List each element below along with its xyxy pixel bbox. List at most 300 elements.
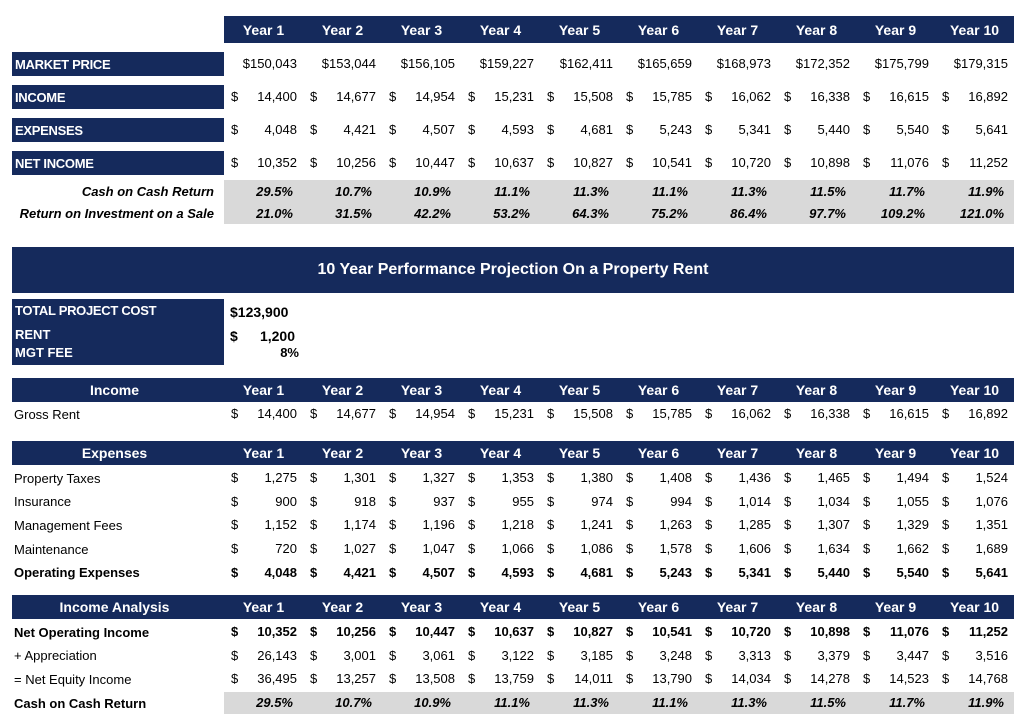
dollar-sign: $: [389, 155, 397, 170]
dollar-sign: $: [547, 541, 555, 557]
cell-value: 10,541: [652, 624, 692, 639]
dollar-sign: $: [784, 517, 792, 533]
year-header-10: Year 10: [949, 382, 1000, 398]
cell-value: 11,076: [890, 155, 929, 170]
returns-value: 64.3%: [572, 206, 609, 221]
dollar-sign: $: [468, 89, 476, 104]
coc-value: 29.5%: [256, 695, 293, 710]
mgt-fee-value: 8%: [280, 345, 299, 360]
cell-value: $179,315: [953, 56, 1008, 71]
year-header-9: Year 9: [874, 445, 917, 461]
dollar-sign: $: [942, 517, 950, 533]
cell-value: 5,641: [975, 564, 1008, 580]
dollar-sign: $: [389, 624, 397, 639]
cell-value: 14,034: [731, 671, 771, 686]
line-item-label: Net Operating Income: [14, 624, 150, 640]
year-header-2: Year 2: [321, 382, 364, 398]
cell-value: 4,048: [264, 564, 297, 580]
coc-value: 11.1%: [494, 695, 530, 710]
cell-value: 13,790: [652, 671, 692, 686]
cell-value: 10,447: [415, 155, 455, 170]
cell-value: 720: [275, 541, 297, 557]
cell-value: 11,076: [889, 624, 929, 639]
projection-banner: [12, 247, 1014, 293]
dollar-sign: $: [942, 89, 950, 104]
year-header-2: Year 2: [321, 21, 364, 38]
row-label-net-income: NET INCOME: [12, 151, 224, 175]
cell-value: 1,327: [422, 470, 455, 485]
year-header-1: Year 1: [242, 599, 285, 615]
dollar-sign: $: [942, 493, 950, 509]
returns-value: 109.2%: [880, 206, 925, 221]
year-header-1: Year 1: [242, 21, 285, 38]
cell-value: 1,662: [896, 541, 929, 557]
cell-value: 5,341: [738, 122, 771, 137]
cell-value: 5,641: [975, 122, 1008, 137]
cell-value: 3,313: [738, 647, 771, 663]
year-header-3: Year 3: [400, 599, 443, 615]
cell-value: 900: [275, 493, 297, 509]
dollar-sign: $: [389, 406, 397, 421]
dollar-sign: $: [310, 493, 318, 509]
dollar-sign: $: [547, 564, 555, 580]
cell-value: 15,231: [494, 89, 534, 104]
dollar-sign: $: [626, 470, 634, 485]
dollar-sign: $: [626, 122, 634, 137]
cell-value: 4,507: [422, 122, 455, 137]
year-header-7: Year 7: [716, 599, 759, 615]
cell-value: 16,338: [810, 89, 850, 104]
cell-value: 13,257: [336, 671, 376, 686]
cell-value: 3,516: [975, 647, 1008, 663]
line-item-label: Property Taxes: [14, 470, 101, 486]
coc-value: 11.5%: [810, 695, 846, 710]
cell-value: 14,278: [810, 671, 850, 686]
dollar-sign: $: [468, 122, 476, 137]
cell-value: 15,508: [573, 406, 613, 421]
cell-value: 918: [354, 493, 376, 509]
dollar-sign: $: [231, 406, 239, 421]
cell-value: 10,256: [336, 155, 376, 170]
cell-value: 14,677: [336, 406, 376, 421]
dollar-sign: $: [863, 406, 871, 421]
coc-label: Cash on Cash Return: [14, 695, 147, 711]
dollar-sign: $: [863, 89, 871, 104]
year-header-5: Year 5: [558, 599, 601, 615]
year-header-8: Year 8: [795, 382, 838, 398]
cell-value: 1,027: [343, 541, 376, 557]
cell-value: 1,034: [817, 493, 850, 509]
cell-value: 1,263: [659, 517, 692, 533]
cell-value: 10,827: [573, 155, 613, 170]
cell-value: 3,061: [422, 647, 455, 663]
coc-value: 10.7%: [335, 695, 372, 710]
dollar-sign: $: [626, 155, 634, 170]
dollar-sign: $: [310, 406, 318, 421]
dollar-sign: $: [863, 470, 871, 485]
cell-value: 1,524: [975, 470, 1008, 485]
cell-value: 1,196: [422, 517, 455, 533]
returns-value: 11.7%: [889, 184, 925, 199]
dollar-sign: $: [231, 89, 239, 104]
cell-value: 11,252: [969, 155, 1008, 170]
returns-label: Return on Investment on a Sale: [19, 206, 214, 221]
dollar-sign: $: [389, 647, 397, 663]
dollar-sign: $: [310, 470, 318, 485]
line-item-label: = Net Equity Income: [14, 671, 132, 687]
section-header-label: Income: [89, 382, 139, 398]
cell-value: 1,689: [975, 541, 1008, 557]
cell-value: 14,400: [257, 406, 297, 421]
line-item-label: Maintenance: [14, 541, 89, 557]
year-header-2: Year 2: [321, 599, 364, 615]
cell-value: 5,243: [659, 564, 692, 580]
cell-value: 16,615: [889, 89, 929, 104]
dollar-sign: $: [942, 122, 950, 137]
line-item-label: Management Fees: [14, 517, 123, 533]
dollar-sign: $: [784, 624, 792, 639]
dollar-sign: $: [863, 122, 871, 137]
dollar-sign: $: [310, 155, 318, 170]
dollar-sign: $: [784, 647, 792, 663]
cell-value: 4,421: [343, 564, 376, 580]
cell-value: 1,066: [501, 541, 534, 557]
returns-value: 75.2%: [651, 206, 688, 221]
dollar-sign: $: [468, 517, 476, 533]
dollar-sign: $: [547, 406, 555, 421]
cell-value: 1,494: [896, 470, 929, 485]
dollar-sign: $: [389, 564, 397, 580]
year-header-4: Year 4: [479, 382, 522, 398]
dollar-sign: $: [231, 517, 239, 533]
year-header-6: Year 6: [637, 599, 680, 615]
dollar-sign: $: [784, 671, 792, 686]
dollar-sign: $: [705, 647, 713, 663]
cell-value: 1,076: [975, 493, 1008, 509]
dollar-sign: $: [547, 671, 555, 686]
cell-value: 10,898: [810, 155, 850, 170]
dollar-sign: $: [705, 671, 713, 686]
returns-label: Cash on Cash Return: [81, 184, 214, 199]
cell-value: 26,143: [257, 647, 297, 663]
year-header-4: Year 4: [479, 21, 522, 38]
dollar-sign: $: [310, 122, 318, 137]
year-header-8: Year 8: [795, 599, 838, 615]
dollar-sign: $: [547, 624, 555, 639]
year-header-3: Year 3: [400, 445, 443, 461]
cell-value: 3,447: [896, 647, 929, 663]
dollar-sign: $: [863, 155, 871, 170]
year-header-3: Year 3: [400, 382, 443, 398]
returns-value: 86.4%: [730, 206, 767, 221]
rent-label: RENT: [15, 327, 51, 342]
year-header-2: Year 2: [321, 445, 364, 461]
total-project-cost-value: $123,900: [230, 304, 289, 320]
dollar-sign: $: [863, 517, 871, 533]
dollar-sign: $: [942, 624, 950, 639]
cell-value: 13,508: [415, 671, 455, 686]
year-header-1: Year 1: [242, 445, 285, 461]
cell-value: $159,227: [479, 56, 534, 71]
cell-value: 1,014: [738, 493, 771, 509]
cell-value: 10,352: [257, 624, 297, 639]
cell-value: 5,341: [738, 564, 771, 580]
cell-value: 1,307: [817, 517, 850, 533]
returns-value: 21.0%: [256, 206, 293, 221]
cell-value: 4,048: [264, 122, 297, 137]
returns-value: 53.2%: [493, 206, 530, 221]
cell-value: 14,011: [574, 671, 613, 686]
dollar-sign: $: [784, 89, 792, 104]
returns-value: 10.7%: [335, 184, 372, 199]
banner-title: 10 Year Performance Projection On a Property Rent: [317, 261, 709, 278]
year-header-1: Year 1: [242, 382, 285, 398]
cell-value: 14,954: [415, 89, 455, 104]
cell-value: 10,541: [652, 155, 692, 170]
dollar-sign: $: [705, 89, 713, 104]
cell-value: 974: [591, 493, 613, 509]
cell-value: 10,720: [731, 155, 771, 170]
cell-value: 15,785: [652, 406, 692, 421]
line-item-label: Operating Expenses: [14, 565, 140, 581]
dollar-sign: $: [705, 406, 713, 421]
cell-value: 16,892: [968, 89, 1008, 104]
cell-value: 36,495: [257, 671, 297, 686]
dollar-sign: $: [942, 155, 950, 170]
returns-value: 42.2%: [414, 206, 451, 221]
cell-value: 1,408: [659, 470, 692, 485]
cell-value: 1,047: [422, 541, 455, 557]
dollar-sign: $: [547, 122, 555, 137]
cell-value: 16,615: [889, 406, 929, 421]
dollar-sign: $: [863, 671, 871, 686]
dollar-sign: $: [389, 493, 397, 509]
rent-dollar: $: [230, 328, 238, 344]
dollar-sign: $: [626, 517, 634, 533]
year-header-8: Year 8: [795, 21, 838, 38]
dollar-sign: $: [784, 122, 792, 137]
dollar-sign: $: [310, 89, 318, 104]
dollar-sign: $: [626, 89, 634, 104]
year-header-6: Year 6: [637, 21, 680, 38]
dollar-sign: $: [705, 122, 713, 137]
line-item-label: Insurance: [14, 494, 72, 510]
dollar-sign: $: [389, 541, 397, 557]
dollar-sign: $: [310, 647, 318, 663]
dollar-sign: $: [784, 493, 792, 509]
year-header-10: Year 10: [949, 21, 1000, 38]
cell-value: 1,353: [501, 470, 534, 485]
dollar-sign: $: [626, 564, 634, 580]
dollar-sign: $: [547, 647, 555, 663]
cell-value: $175,799: [874, 56, 929, 71]
dollar-sign: $: [468, 671, 476, 686]
dollar-sign: $: [942, 406, 950, 421]
dollar-sign: $: [468, 470, 476, 485]
dollar-sign: $: [468, 564, 476, 580]
year-header-4: Year 4: [479, 599, 522, 615]
cell-value: 16,338: [810, 406, 850, 421]
coc-value: 11.1%: [652, 695, 688, 710]
coc-value: 11.7%: [889, 695, 925, 710]
dollar-sign: $: [231, 564, 239, 580]
line-item-label: + Appreciation: [14, 648, 97, 663]
cell-value: 16,062: [731, 89, 771, 104]
dollar-sign: $: [468, 647, 476, 663]
cell-value: $162,411: [559, 56, 613, 71]
cell-value: 1,329: [896, 517, 929, 533]
cell-value: $153,044: [321, 56, 376, 71]
coc-value: 11.3%: [731, 695, 767, 710]
rent-value: 1,200: [259, 328, 295, 344]
returns-value: 31.5%: [335, 206, 372, 221]
dollar-sign: $: [626, 493, 634, 509]
cell-value: 5,540: [896, 122, 929, 137]
cell-value: 5,540: [896, 564, 929, 580]
cell-value: 994: [670, 493, 692, 509]
cell-value: 10,637: [494, 155, 534, 170]
cell-value: 3,185: [580, 647, 613, 663]
cell-value: 15,508: [573, 89, 613, 104]
line-item-label: Gross Rent: [14, 406, 80, 422]
cell-value: 3,379: [817, 647, 850, 663]
year-header-5: Year 5: [558, 445, 601, 461]
cell-value: 11,252: [968, 624, 1008, 639]
dollar-sign: $: [705, 541, 713, 557]
dollar-sign: $: [231, 647, 239, 663]
dollar-sign: $: [468, 541, 476, 557]
cell-value: 1,285: [738, 517, 771, 533]
year-header-7: Year 7: [716, 445, 759, 461]
cell-value: 1,578: [659, 541, 692, 557]
cell-value: 1,218: [501, 517, 534, 533]
dollar-sign: $: [389, 470, 397, 485]
dollar-sign: $: [310, 564, 318, 580]
cell-value: 15,785: [652, 89, 692, 104]
dollar-sign: $: [784, 470, 792, 485]
coc-value: 11.3%: [573, 695, 609, 710]
cell-value: 5,440: [817, 122, 850, 137]
dollar-sign: $: [231, 541, 239, 557]
dollar-sign: $: [547, 89, 555, 104]
dollar-sign: $: [310, 517, 318, 533]
dollar-sign: $: [468, 406, 476, 421]
year-header-8: Year 8: [795, 445, 838, 461]
section-header-label: Expenses: [81, 445, 148, 461]
cell-value: 1,241: [580, 517, 613, 533]
cell-value: 10,720: [731, 624, 771, 639]
returns-value: 11.1%: [494, 184, 530, 199]
cell-value: 4,593: [501, 564, 534, 580]
cell-value: 1,301: [343, 470, 376, 485]
dollar-sign: $: [231, 470, 239, 485]
year-header-10: Year 10: [949, 599, 1000, 615]
cell-value: 5,440: [817, 564, 850, 580]
cell-value: 10,447: [415, 624, 455, 639]
dollar-sign: $: [863, 647, 871, 663]
cell-value: 1,174: [343, 517, 376, 533]
dollar-sign: $: [626, 647, 634, 663]
cell-value: 16,892: [968, 406, 1008, 421]
cell-value: 1,152: [264, 517, 297, 533]
returns-value: 11.3%: [573, 184, 609, 199]
dollar-sign: $: [705, 493, 713, 509]
year-header-5: Year 5: [558, 382, 601, 398]
dollar-sign: $: [547, 517, 555, 533]
dollar-sign: $: [547, 470, 555, 485]
year-header-6: Year 6: [637, 445, 680, 461]
year-header-4: Year 4: [479, 445, 522, 461]
cell-value: 1,634: [817, 541, 850, 557]
returns-value: 121.0%: [959, 206, 1004, 221]
cell-value: 1,606: [738, 541, 771, 557]
cell-value: 4,681: [580, 122, 613, 137]
cell-value: 14,523: [889, 671, 929, 686]
year-header-7: Year 7: [716, 382, 759, 398]
cell-value: 1,465: [817, 470, 850, 485]
dollar-sign: $: [942, 671, 950, 686]
returns-value: 11.3%: [731, 184, 767, 199]
cell-value: 15,231: [494, 406, 534, 421]
cell-value: 5,243: [659, 122, 692, 137]
cell-value: 10,898: [810, 624, 850, 639]
dollar-sign: $: [468, 624, 476, 639]
coc-value: 11.9%: [968, 695, 1004, 710]
dollar-sign: $: [547, 155, 555, 170]
coc-value: 10.9%: [414, 695, 451, 710]
cell-value: 10,256: [336, 624, 376, 639]
year-header-3: Year 3: [400, 21, 443, 38]
row-label-income: INCOME: [12, 85, 224, 109]
year-header-9: Year 9: [874, 21, 917, 38]
dollar-sign: $: [705, 624, 713, 639]
year-header-9: Year 9: [874, 382, 917, 398]
dollar-sign: $: [389, 89, 397, 104]
cell-value: 14,677: [336, 89, 376, 104]
cell-value: 1,275: [264, 470, 297, 485]
dollar-sign: $: [942, 564, 950, 580]
dollar-sign: $: [705, 155, 713, 170]
dollar-sign: $: [231, 624, 239, 639]
row-label-market-price: MARKET PRICE: [12, 52, 224, 76]
dollar-sign: $: [231, 122, 239, 137]
dollar-sign: $: [310, 671, 318, 686]
dollar-sign: $: [626, 541, 634, 557]
dollar-sign: $: [705, 564, 713, 580]
dollar-sign: $: [231, 493, 239, 509]
dollar-sign: $: [389, 122, 397, 137]
dollar-sign: $: [863, 624, 871, 639]
cell-value: 13,759: [494, 671, 534, 686]
cell-value: 955: [512, 493, 534, 509]
year-header-9: Year 9: [874, 599, 917, 615]
cell-value: 10,352: [257, 155, 297, 170]
dollar-sign: $: [310, 541, 318, 557]
cell-value: 1,055: [896, 493, 929, 509]
dollar-sign: $: [705, 470, 713, 485]
cell-value: 10,827: [573, 624, 613, 639]
cell-value: 1,351: [975, 517, 1008, 533]
returns-value: 11.5%: [810, 184, 846, 199]
returns-value: 29.5%: [256, 184, 293, 199]
cell-value: 4,421: [343, 122, 376, 137]
dollar-sign: $: [468, 155, 476, 170]
dollar-sign: $: [389, 517, 397, 533]
cell-value: 4,507: [422, 564, 455, 580]
dollar-sign: $: [784, 155, 792, 170]
dollar-sign: $: [626, 671, 634, 686]
cell-value: 1,086: [580, 541, 613, 557]
